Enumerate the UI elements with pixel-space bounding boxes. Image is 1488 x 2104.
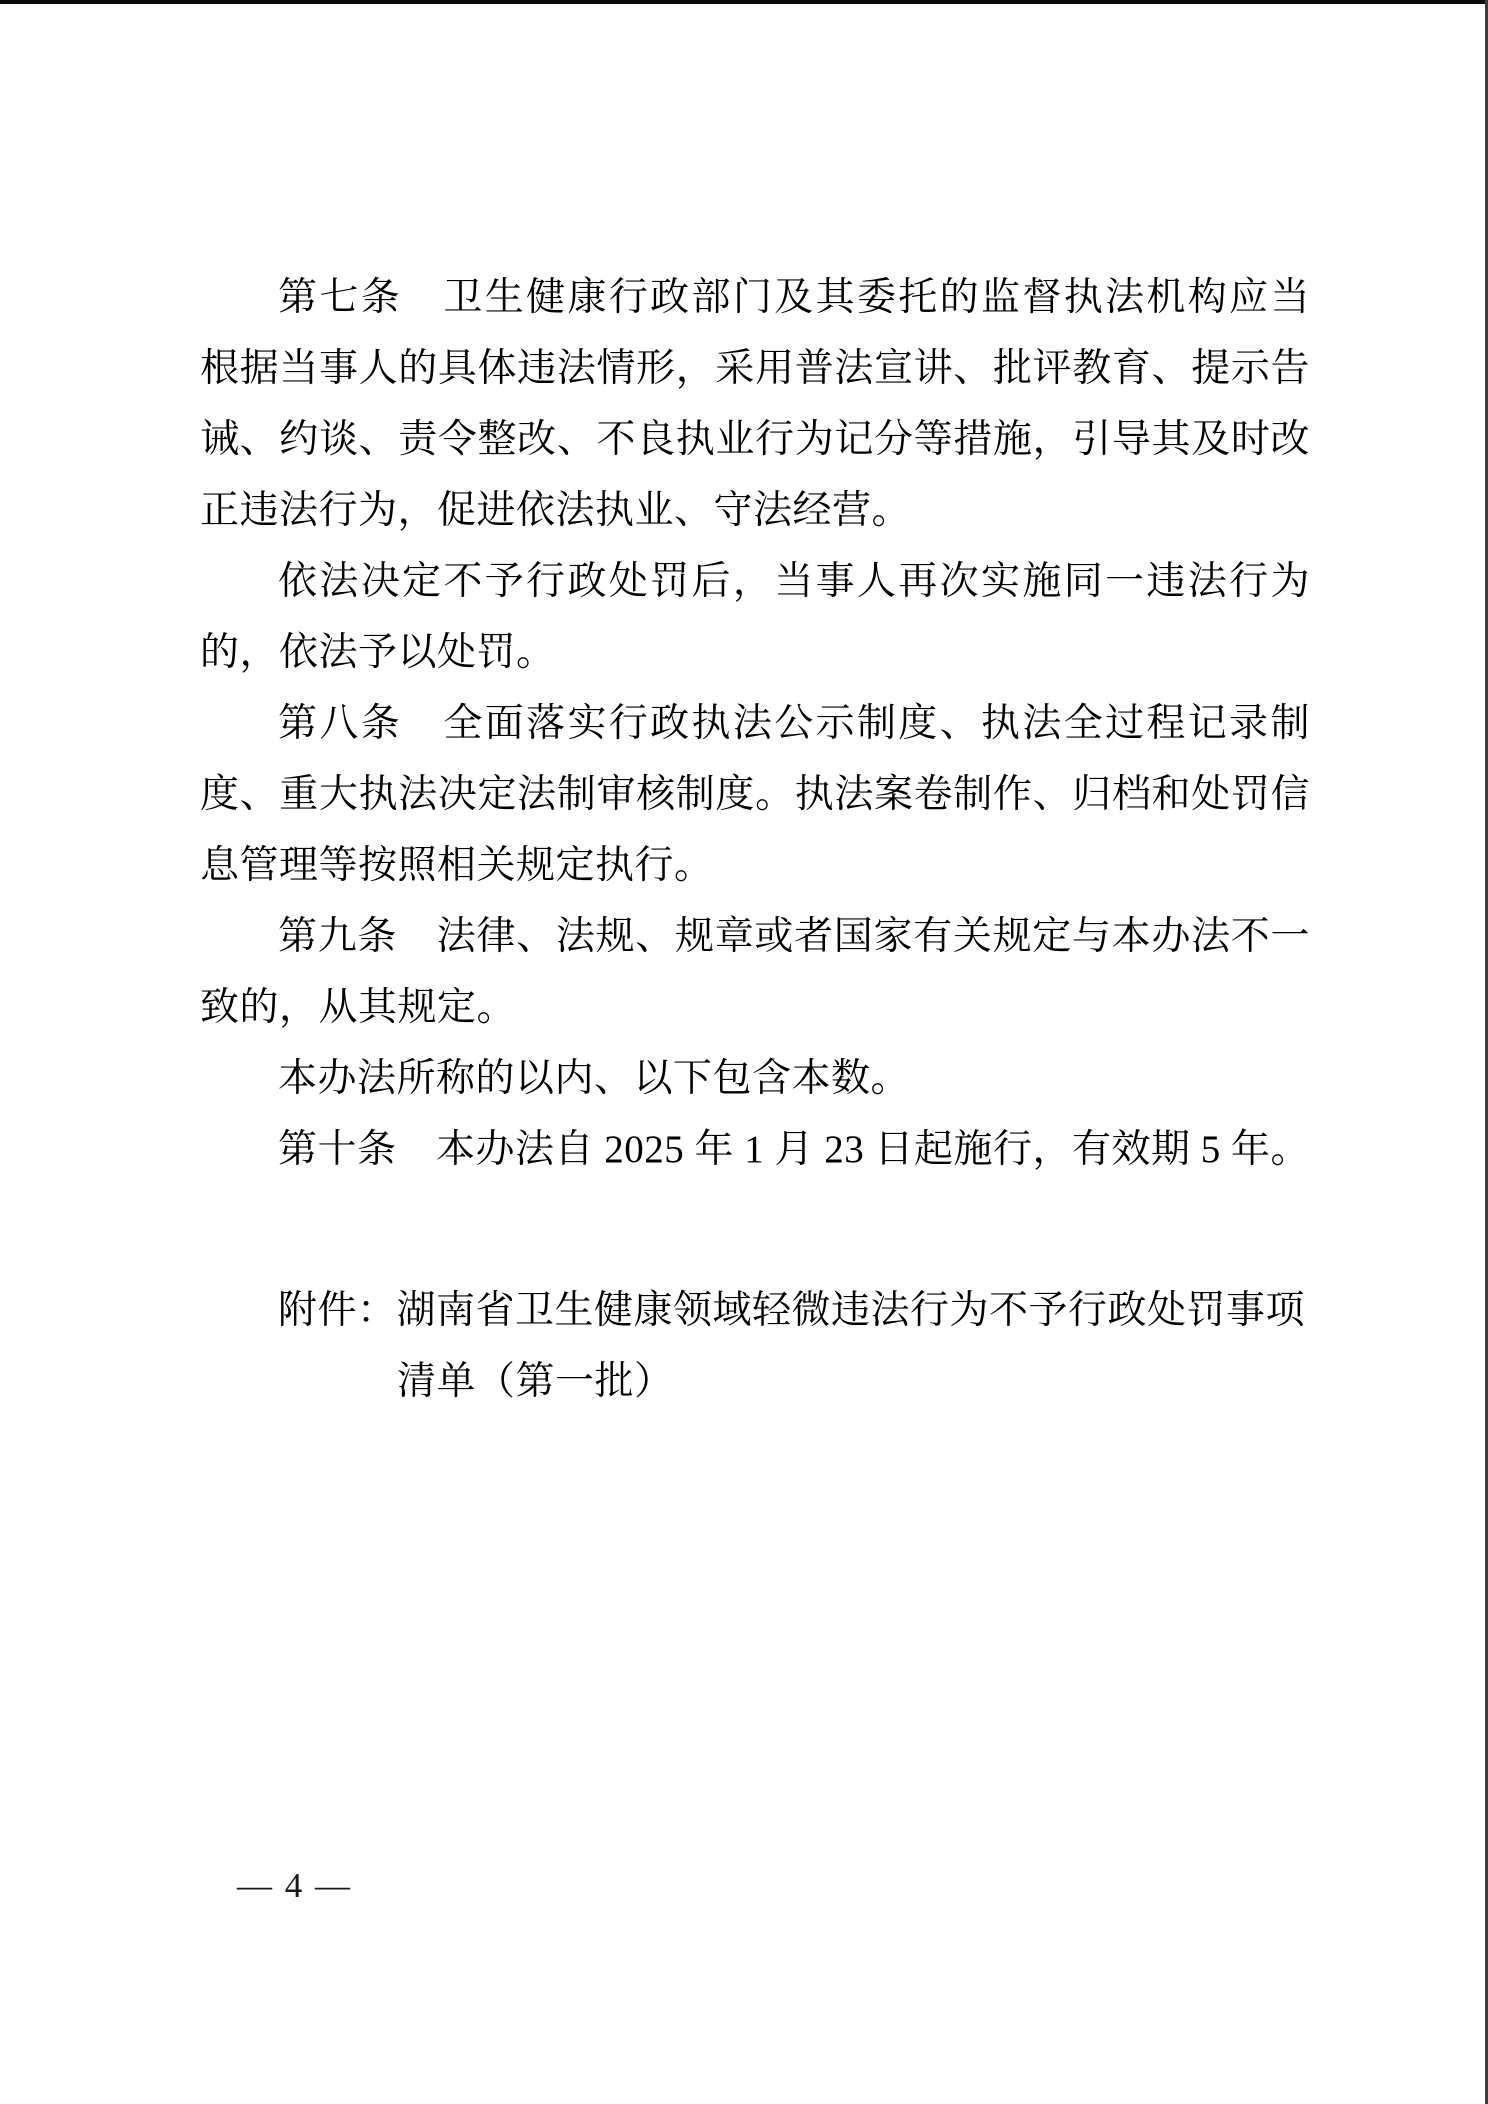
attachment-reference [200,1275,1310,1417]
body-line: 第十条 本办法自 2025 年 1 月 23 日起施行，有效期 5 年。 [278,1128,1311,1171]
body-line: 正违法行为，促进依法执业、守法经营。 [200,489,912,532]
body-line: 第九条 法律、法规、规章或者国家有关规定与本办法不一 [278,915,1310,958]
scan-edge-top [0,0,1488,4]
document-body [200,262,1310,1417]
body-line: 诫、约谈、责令整改、不良执业行为记分等措施，引导其及时改 [200,418,1310,461]
body-line: 依法决定不予行政处罚后，当事人再次实施同一违法行为 [278,560,1310,603]
body-line: 息管理等按照相关规定执行。 [200,844,714,887]
attachment-line: 附件：湖南省卫生健康领域轻微违法行为不予行政处罚事项 [278,1289,1306,1332]
body-line: 致的，从其规定。 [200,986,517,1029]
page-number: — 4 — [237,1866,352,1905]
attachment-line: 清单（第一批） [397,1360,674,1403]
body-paragraphs [200,262,1310,1185]
body-line: 第八条 全面落实行政执法公示制度、执法全过程记录制 [278,702,1310,745]
body-line: 第七条 卫生健康行政部门及其委托的监督执法机构应当 [278,276,1310,319]
body-line: 度、重大执法决定法制审核制度。执法案卷制作、归档和处罚信 [200,773,1310,816]
body-line: 的，依法予以处罚。 [200,631,556,674]
body-line: 本办法所称的以内、以下包含本数。 [278,1057,911,1100]
body-line: 根据当事人的具体违法情形，采用普法宣讲、批评教育、提示告 [200,347,1310,390]
